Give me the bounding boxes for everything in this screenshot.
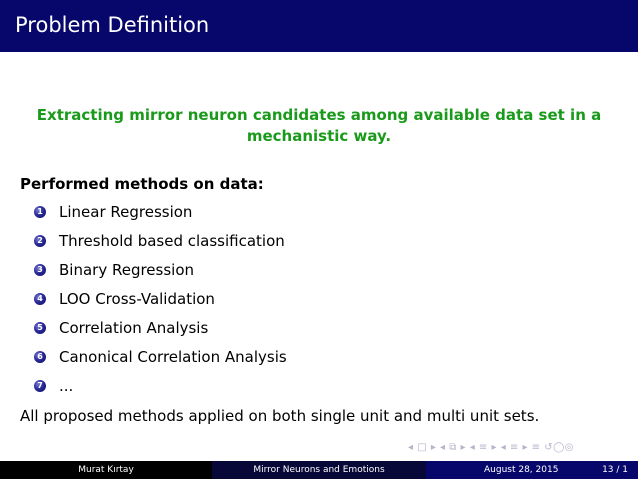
footer-info (426, 461, 638, 479)
summary-text: All proposed methods applied on both single unit and multi unit sets. (20, 407, 540, 425)
footer-date: August 28, 2015 (484, 465, 559, 475)
numbered-bullet-icon: 2 (34, 235, 46, 247)
alert-block (20, 105, 618, 147)
footer-author: Murat Kırtay (0, 461, 212, 479)
list-item-label: Linear Regression (59, 203, 193, 221)
title-bar (0, 0, 638, 52)
list-item-label: Binary Regression (59, 261, 195, 279)
numbered-bullet-icon: 4 (34, 293, 46, 305)
numbered-bullet-icon: 7 (34, 380, 46, 392)
list-item-label: ... (59, 377, 74, 395)
list-item-label: LOO Cross-Validation (59, 290, 215, 308)
beamer-navigation-icons[interactable]: ◂ □ ▸ ◂ ⧉ ▸ ◂ ≡ ▸ ◂ ≡ ▸ ≡ ↺◯◎ (408, 442, 575, 453)
alert-line-2: mechanistic way. (246, 127, 392, 145)
footer-talk-title: Mirror Neurons and Emotions (212, 461, 426, 479)
methods-heading: Performed methods on data: (20, 175, 264, 193)
list-item-label: Threshold based classification (59, 232, 285, 250)
list-item-label: Correlation Analysis (59, 319, 209, 337)
numbered-bullet-icon: 5 (34, 322, 46, 334)
alert-line-1: Extracting mirror neuron candidates among available data set in a (36, 106, 602, 124)
footer-bar (0, 461, 638, 479)
page-number: 13 / 1 (602, 465, 628, 475)
list-item-label: Canonical Correlation Analysis (59, 348, 287, 366)
numbered-bullet-icon: 3 (34, 264, 46, 276)
numbered-bullet-icon: 1 (34, 206, 46, 218)
slide-title: Problem Definition (15, 13, 210, 37)
numbered-bullet-icon: 6 (34, 351, 46, 363)
